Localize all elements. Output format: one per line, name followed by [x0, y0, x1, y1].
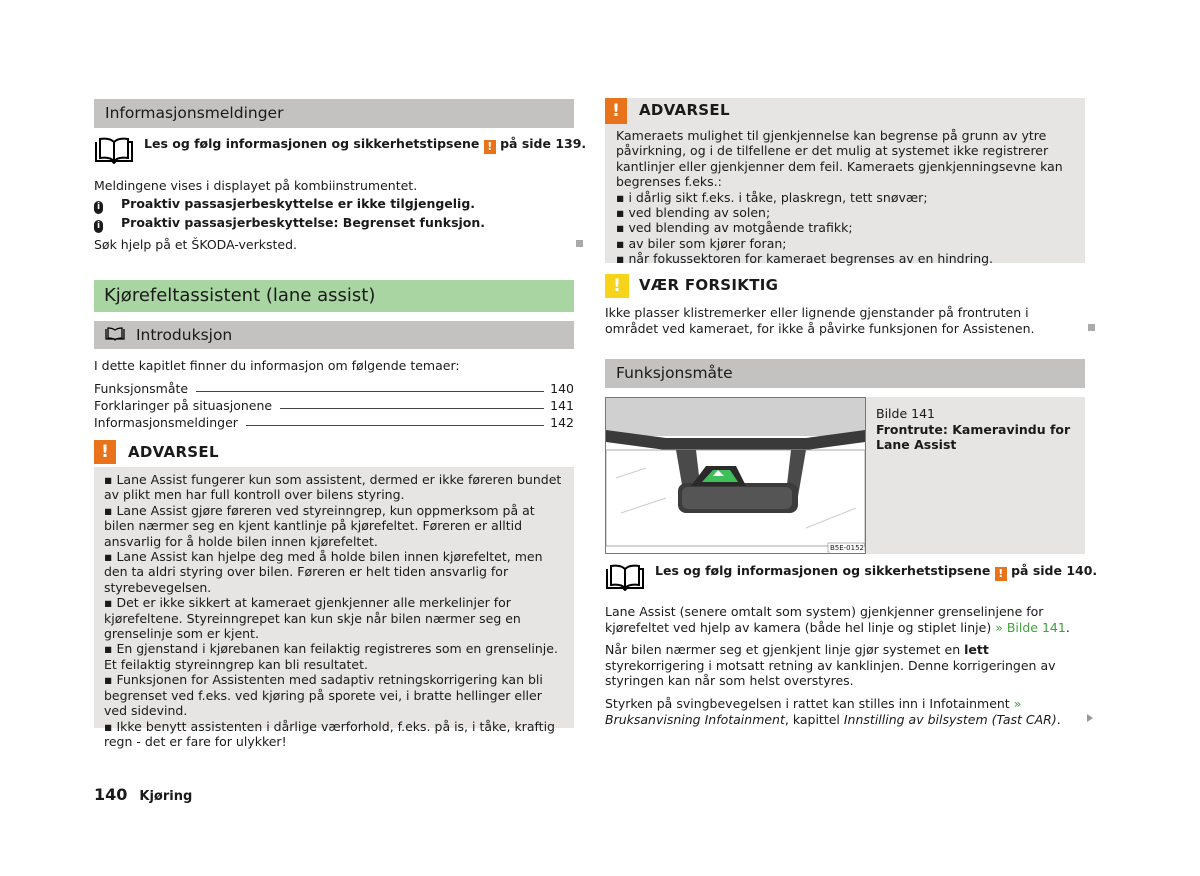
warning-box-right [605, 98, 1085, 267]
warning-item: ▪ En gjenstand i kjørebanen kan feilaktig registreres som en grenselinje. Et feilaktig styreinngrep kan bli resultatet. [104, 641, 558, 672]
info-icon: i [94, 201, 103, 214]
caution-header [605, 274, 1085, 300]
warning-title: ADVARSEL [639, 101, 730, 119]
figure-code: B5E-0152 [829, 544, 864, 552]
book-note [605, 563, 1098, 593]
paragraph-2: Når bilen nærmer seg et gjenkjent linje gjør systemet en lett styrekorrigering i motsatt retning av kanklinjen. Denne korrigeringen av styringen kan når som helst overstyres. [605, 642, 1056, 688]
info-item: i Proaktiv passasjerbeskyttelse: Begrenset funksjon. [94, 215, 485, 233]
continue-arrow-icon [1087, 714, 1093, 722]
page-number: 140 [94, 785, 128, 804]
note-text: Les og følg informasjonen og sikkerhetstipsene [144, 136, 480, 151]
warning-item: ▪ ved blending av motgående trafikk; [616, 220, 853, 236]
info-help: Søk hjelp på et ŠKODA-verksted. [94, 237, 298, 252]
paragraph-1: Lane Assist (senere omtalt som system) gjenkjenner grenselinjene for kjørefeltet ved hjelp av kamera (både hel linje og stiplet linje) » Bilde 141. [605, 604, 1070, 635]
manual-link[interactable]: » [1013, 696, 1022, 711]
warning-item: ▪ Lane Assist gjøre føreren ved styreinngrep, kun oppmerksom på at bilen nærmer seg en kjent kantlinje på kjørefeltet. Føreren er alltid ansvarlig for å holde bilen innen kjørefeltet. [104, 502, 535, 549]
caution-icon: ! [605, 274, 629, 298]
caution-text: Ikke plasser klistremerker eller lignende gjenstander på frontruten i området ved kameraet, for ikke å påvirke funksjonen for Assistenen. [605, 305, 1035, 336]
toc-row[interactable]: Informasjonsmeldinger 142 [94, 414, 574, 430]
camera-window-image [605, 397, 866, 554]
toc-row[interactable]: Forklaringer på situasjonene 141 [94, 397, 574, 413]
book-small-icon [105, 327, 125, 341]
figure-link[interactable]: » Bilde 141 [995, 619, 1066, 635]
section-header-function: Funksjonsmåte [605, 359, 1085, 388]
footer-section: Kjøring [139, 789, 193, 804]
warning-icon: ! [605, 98, 627, 124]
book-note [94, 136, 587, 166]
warning-item: ▪ av biler som kjører foran; [616, 235, 787, 251]
warning-box-left [94, 440, 574, 749]
end-square-icon [576, 240, 583, 247]
warning-icon: ! [94, 440, 116, 464]
book-icon [605, 563, 645, 595]
warning-item: ▪ Lane Assist kan hjelpe deg med å holde bilen innen kjørefeltet, men den ta aldri styring over bilen. Føreren er helt tiden ansvarlig for styrebevegelsen. [104, 549, 543, 595]
warning-intro: Kameraets mulighet til gjenkjennelse kan begrense på grunn av ytre påvirkning, og i de tilfellene er det mulig at systemet ikke registrerer kantlinjer eller gjenkjenner dem feil. Kameraets gjenkjenningsevne kan begrenses f.eks.: [616, 128, 1063, 190]
figure-caption: Frontrute: Kameravindu for Lane Assist [876, 421, 1071, 452]
info-icon: i [94, 220, 103, 233]
intro-line: I dette kapitlet finner du informasjon om følgende temaer: [94, 358, 460, 373]
warning-item: ▪ i dårlig sikt f.eks. i tåke, plaskregn, tett snøvær; [616, 189, 928, 205]
caution-title: VÆR FORSIKTIG [639, 276, 779, 294]
section-header-intro: Introduksjon [94, 321, 574, 349]
toc-row[interactable]: Funksjonsmåte 140 [94, 380, 574, 396]
paragraph-3: Styrken på svingbevegelsen i rattet kan stilles inn i Infotainment » Bruksanvisning Infotainment, kapittel Innstilling av bilsystem (Tast CAR). [605, 696, 1061, 727]
figure-block [605, 397, 1085, 554]
chapter-title: Kjørefeltassistent (lane assist) [94, 280, 574, 312]
info-item: i Proaktiv passasjerbeskyttelse er ikke tilgjengelig. [94, 196, 475, 214]
warning-item: ▪ Ikke benytt assistenten i dårlige værforhold, f.eks. på is, i tåke, kraftig regn - det er fare for ulykker! [104, 718, 555, 749]
section-header-info-messages: Informasjonsmeldinger [94, 99, 574, 128]
end-square-icon [1088, 324, 1095, 331]
note-page: på side 139. [500, 136, 587, 151]
book-icon [94, 136, 134, 168]
note-text: Les og følg informasjonen og sikkerhetstipsene [655, 563, 991, 578]
figure-label: Bilde 141 [876, 406, 935, 421]
warning-item: ▪ når fokussektoren for kameraet begrenses av en hindring. [616, 251, 994, 267]
toc [94, 379, 574, 430]
note-page: på side 140. [1011, 563, 1098, 578]
warning-mini-icon: ! [995, 567, 1007, 581]
warning-item: ▪ ved blending av solen; [616, 205, 771, 221]
warning-title: ADVARSEL [128, 443, 219, 461]
info-line: Meldingene vises i displayet på kombiinstrumentet. [94, 178, 418, 193]
warning-item: ▪ Funksjonen for Assistenten med sadaptiv retningskorrigering kan bli begrenset ved f.eks. ved kjøring på sporete vei, i bratte hellinger eller ved sidevind. [104, 672, 543, 719]
page-footer [94, 787, 192, 805]
warning-item: ▪ Lane Assist fungerer kun som assistent, dermed er ikke føreren bundet av plikt men har full kontroll over bilens styring. [104, 472, 562, 503]
warning-mini-icon: ! [484, 140, 496, 154]
warning-item: ▪ Det er ikke sikkert at kameraet gjenkjenner alle merkelinjer for kjørefeltene. Styreinngrepet kan kun skje når bilen nærmer seg en grenselinje som er kjent. [104, 595, 521, 642]
